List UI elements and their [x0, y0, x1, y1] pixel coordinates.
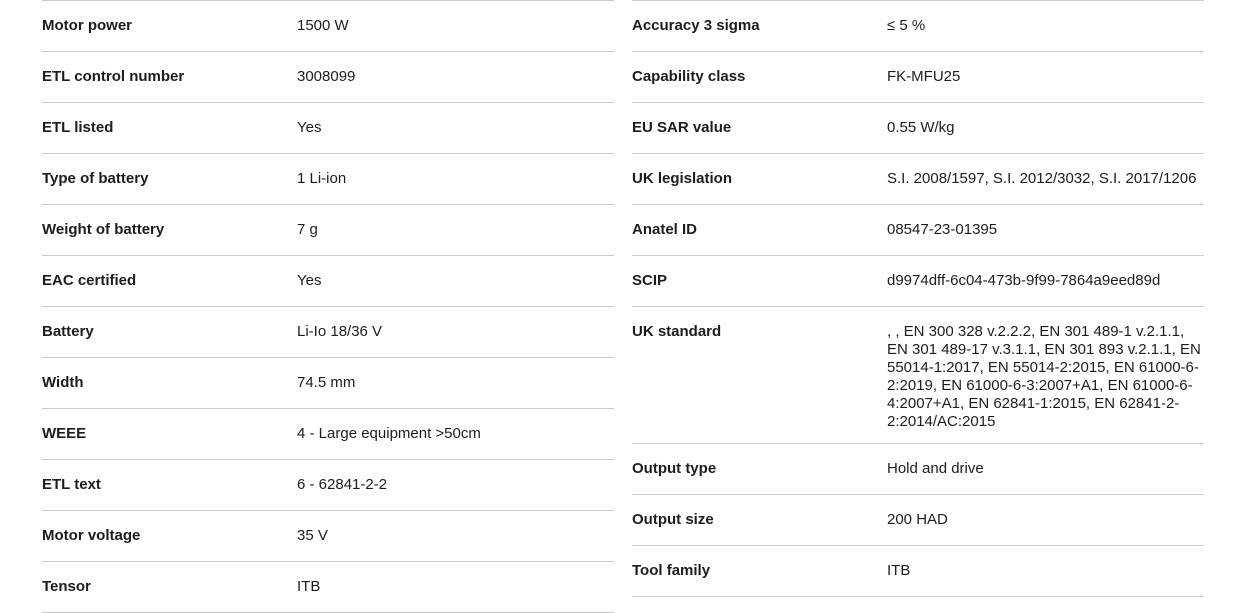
spec-label: SCIP — [632, 272, 668, 289]
spec-value: d9974dff-6c04-473b-9f99-7864a9eed89d — [887, 272, 1161, 289]
spec-value: 0.55 W/kg — [887, 119, 955, 136]
spec-row-tensor — [42, 562, 614, 613]
spec-row-weight-of-battery — [42, 205, 614, 256]
spec-table-left — [42, 0, 614, 613]
spec-value: 1 Li-ion — [297, 170, 347, 187]
spec-table-right — [632, 0, 1204, 597]
spec-label: Type of battery — [42, 170, 149, 187]
spec-label: Output type — [632, 460, 717, 477]
spec-row-motor-voltage — [42, 511, 614, 562]
spec-label: Tool family — [632, 562, 711, 579]
spec-value: 1500 W — [297, 17, 349, 34]
spec-row-etl-control-number — [42, 52, 614, 103]
spec-value: Hold and drive — [887, 460, 984, 477]
spec-label: Width — [42, 374, 84, 391]
spec-value: Yes — [297, 272, 322, 289]
spec-value: , , EN 300 328 v.2.2.2, EN 301 489-1 v.2.1.1, EN 301 489-17 v.3.1.1, EN 301 893 v.2.1.1, EN 55014-1:2017, EN 55014-2:2015, EN 61000-6-2:2019, EN 61000-6-3:2007+A1, EN 61000-6-4:2007+A1, EN 62841-1:2015, EN 62841-2-2:2014/AC:2015 — [887, 323, 1201, 430]
spec-label: EU SAR value — [632, 119, 732, 136]
spec-value: ITB — [297, 578, 321, 595]
spec-value: ITB — [887, 562, 911, 579]
spec-row-eac-certified — [42, 256, 614, 307]
spec-label: Anatel ID — [632, 221, 698, 238]
spec-row-capability-class — [632, 52, 1204, 103]
spec-value: 35 V — [297, 527, 328, 544]
spec-label: ETL control number — [42, 68, 185, 85]
spec-row-type-of-battery — [42, 154, 614, 205]
spec-row-battery — [42, 307, 614, 358]
spec-row-motor-power — [42, 1, 614, 52]
spec-value: 3008099 — [297, 68, 356, 85]
spec-value: S.I. 2008/1597, S.I. 2012/3032, S.I. 2017/1206 — [887, 170, 1197, 187]
spec-value: 74.5 mm — [297, 374, 356, 391]
spec-value: Li-Io 18/36 V — [297, 323, 383, 340]
spec-label: Battery — [42, 323, 94, 340]
spec-row-etl-text — [42, 460, 614, 511]
spec-row-etl-listed — [42, 103, 614, 154]
spec-row-output-type — [632, 444, 1204, 495]
spec-row-anatel-id — [632, 205, 1204, 256]
spec-label: Motor voltage — [42, 527, 141, 544]
spec-row-weee — [42, 409, 614, 460]
spec-value: 4 - Large equipment >50cm — [297, 425, 481, 442]
spec-row-output-size — [632, 495, 1204, 546]
spec-label: Output size — [632, 511, 714, 528]
spec-label: ETL listed — [42, 119, 114, 136]
spec-label: WEEE — [42, 425, 87, 442]
spec-row-scip — [632, 256, 1204, 307]
spec-label: Accuracy 3 sigma — [632, 17, 760, 34]
spec-row-tool-family — [632, 546, 1204, 597]
spec-value: FK-MFU25 — [887, 68, 961, 85]
spec-value: ≤ 5 % — [887, 17, 926, 34]
spec-label: EAC certified — [42, 272, 137, 289]
spec-value: 7 g — [297, 221, 318, 238]
spec-row-width — [42, 358, 614, 409]
spec-row-uk-standard — [632, 307, 1204, 444]
spec-label: UK standard — [632, 323, 722, 340]
spec-label: Capability class — [632, 68, 746, 85]
spec-value: 6 - 62841-2-2 — [297, 476, 388, 493]
spec-label: Weight of battery — [42, 221, 165, 238]
spec-row-accuracy-3-sigma — [632, 1, 1204, 52]
spec-label: ETL text — [42, 476, 101, 493]
spec-label: Motor power — [42, 17, 132, 34]
spec-value: 200 HAD — [887, 511, 948, 528]
spec-label: Tensor — [42, 578, 91, 595]
spec-value: Yes — [297, 119, 322, 136]
spec-value: 08547-23-01395 — [887, 221, 998, 238]
spec-row-uk-legislation — [632, 154, 1204, 205]
spec-label: UK legislation — [632, 170, 733, 187]
spec-row-eu-sar-value — [632, 103, 1204, 154]
